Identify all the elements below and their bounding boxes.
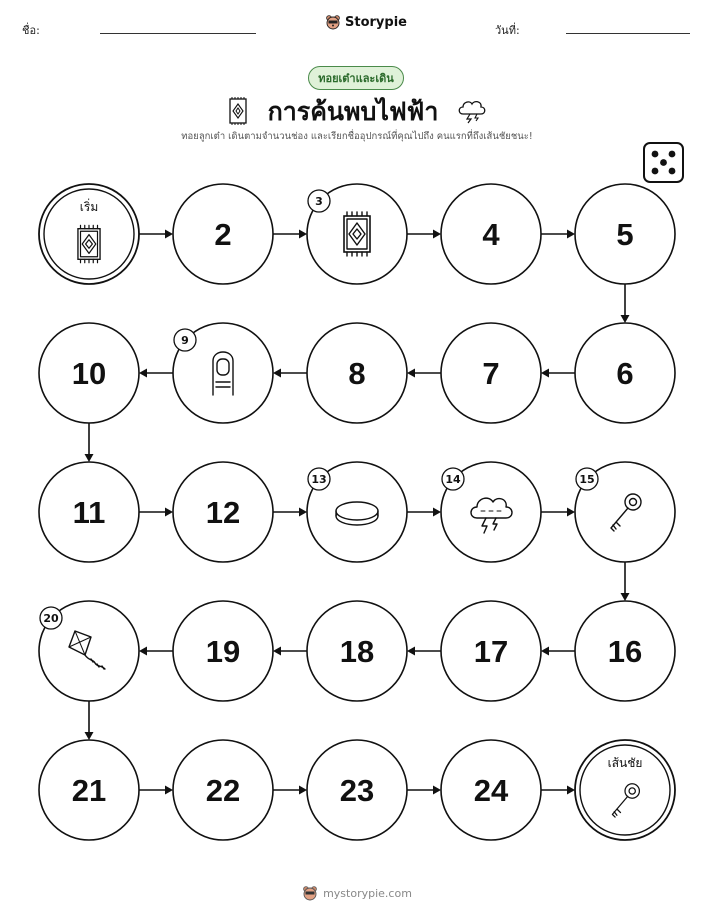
board-space xyxy=(173,323,273,423)
path-arrow xyxy=(541,508,575,517)
space-number: 21 xyxy=(71,773,107,808)
space-number-badge xyxy=(174,329,196,351)
board-space xyxy=(39,462,139,562)
space-number: 7 xyxy=(482,356,500,391)
board-space xyxy=(441,323,541,423)
path-arrow xyxy=(273,786,307,795)
board-space xyxy=(173,601,273,701)
name-label: ชื่อ: xyxy=(22,24,40,37)
path-arrow xyxy=(621,284,630,323)
board-space xyxy=(307,323,407,423)
space-number: 5 xyxy=(616,217,634,252)
space-number: 20 xyxy=(43,612,59,625)
board-space xyxy=(173,740,273,840)
dice-pip xyxy=(652,168,659,175)
rug-icon xyxy=(344,212,370,256)
board-space xyxy=(307,462,407,562)
space-number: 17 xyxy=(473,634,509,669)
start-space xyxy=(39,184,139,284)
path-arrow xyxy=(541,786,575,795)
path-arrow xyxy=(139,230,173,239)
board-space xyxy=(575,601,675,701)
path-arrow xyxy=(407,369,441,378)
dice-pip xyxy=(669,168,676,175)
path-arrow xyxy=(541,647,575,656)
instructions: ทอยลูกเต๋า เดินตามจำนวนช่อง และเรียกชื่ออุปกรณ์ที่คุณไปถึง คนแรกที่ถึงเส้นชัยชนะ! xyxy=(181,131,533,142)
board-space xyxy=(441,462,541,562)
date-label: วันที่: xyxy=(495,24,520,37)
board-space xyxy=(39,740,139,840)
path-arrow xyxy=(273,230,307,239)
path-arrow xyxy=(85,423,94,462)
space-number: 8 xyxy=(348,356,366,391)
board-space xyxy=(39,601,139,701)
path-arrow xyxy=(407,786,441,795)
space-number: 16 xyxy=(607,634,643,669)
title-text: การค้นพบไฟฟ้า xyxy=(267,97,439,126)
board-space xyxy=(307,184,407,284)
space-number: 14 xyxy=(445,473,461,486)
space-number: 6 xyxy=(616,356,634,391)
space-number-badge xyxy=(442,468,464,490)
brand-name: Storypie xyxy=(345,14,407,30)
footer-site: mystorypie.com xyxy=(323,886,412,900)
space-number: 13 xyxy=(311,473,327,486)
space-number: 19 xyxy=(205,634,241,669)
space-number-badge xyxy=(308,468,330,490)
dice-five-icon xyxy=(644,143,683,182)
board-space xyxy=(39,323,139,423)
path-arrow xyxy=(541,369,575,378)
space-number: 18 xyxy=(339,634,375,669)
board-space xyxy=(307,601,407,701)
path-arrow xyxy=(407,508,441,517)
path-arrow xyxy=(621,562,630,601)
board-space xyxy=(575,323,675,423)
space-number: 12 xyxy=(205,495,241,530)
space-number: 10 xyxy=(71,356,107,391)
space-number-badge xyxy=(576,468,598,490)
path-arrow xyxy=(407,647,441,656)
board-space xyxy=(441,740,541,840)
path-arrow xyxy=(273,508,307,517)
space-number: 3 xyxy=(315,195,323,208)
path-arrow xyxy=(273,369,307,378)
board-space xyxy=(441,601,541,701)
space-number: 22 xyxy=(205,773,241,808)
path-arrow xyxy=(541,230,575,239)
space-number: 4 xyxy=(482,217,500,252)
path-arrow xyxy=(85,701,94,740)
space-number: 23 xyxy=(339,773,375,808)
footer-bear-icon xyxy=(302,885,318,901)
finish-space xyxy=(575,740,675,840)
dice-pip xyxy=(652,151,659,158)
board-space xyxy=(173,462,273,562)
board-space xyxy=(441,184,541,284)
path-arrow xyxy=(407,230,441,239)
dice-pip xyxy=(669,151,676,158)
space-number: 24 xyxy=(473,773,509,808)
space-number: 11 xyxy=(72,495,106,530)
space-number: 2 xyxy=(214,217,232,252)
finish-label: เส้นชัย xyxy=(607,756,643,770)
space-number-badge xyxy=(40,607,62,629)
path-arrow xyxy=(139,369,173,378)
footer xyxy=(0,885,714,901)
path-arrow xyxy=(273,647,307,656)
path-arrow xyxy=(139,786,173,795)
board-space xyxy=(307,740,407,840)
board-space xyxy=(575,184,675,284)
space-number-badge xyxy=(308,190,330,212)
game-type-badge: ทอยเต๋าและเดิน xyxy=(308,66,404,90)
path-arrow xyxy=(139,508,173,517)
rug-icon xyxy=(78,225,100,262)
board-space xyxy=(575,462,675,562)
board-space xyxy=(173,184,273,284)
start-label: เริ่ม xyxy=(79,200,99,214)
space-number: 9 xyxy=(181,334,189,347)
space-number: 15 xyxy=(579,473,595,486)
dice-pip xyxy=(660,159,667,166)
path-arrow xyxy=(139,647,173,656)
